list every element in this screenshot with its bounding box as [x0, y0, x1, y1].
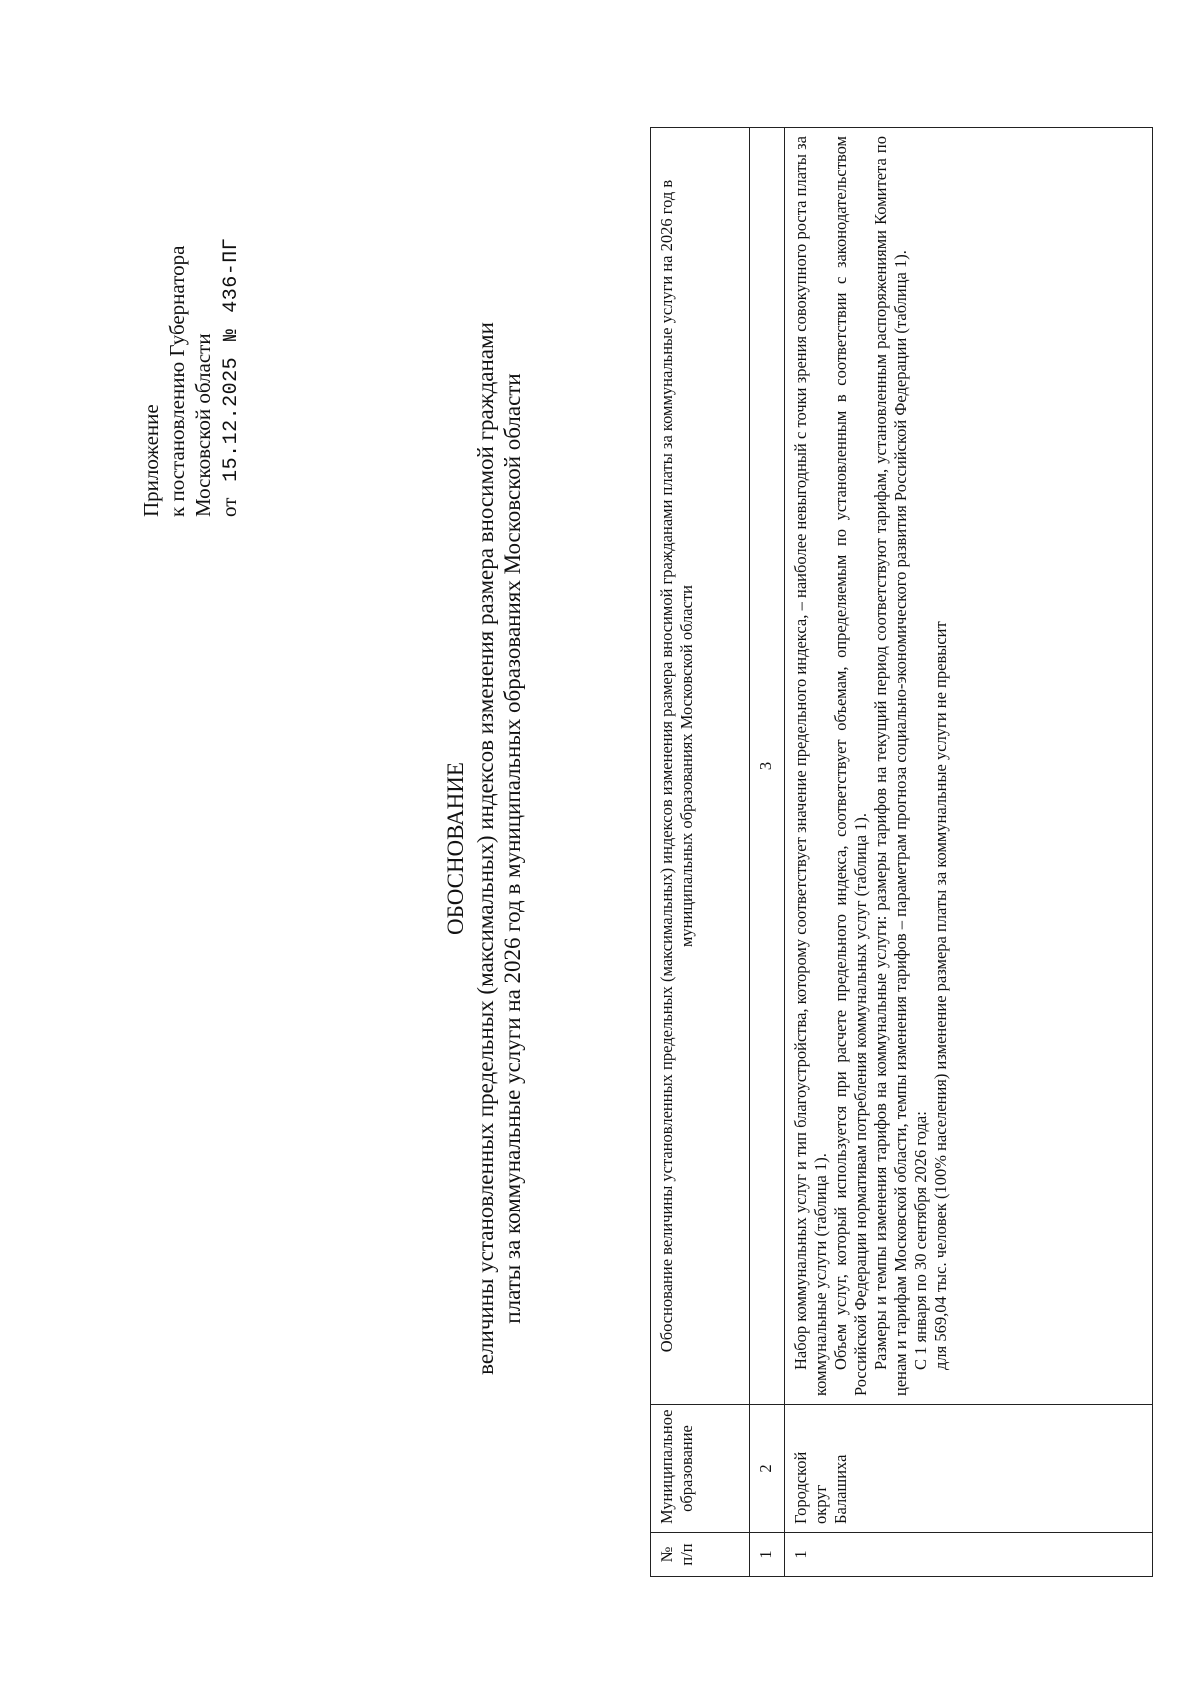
justification-table [650, 127, 1153, 1577]
appendix-date-line [216, 77, 245, 517]
justification-paragraph: Набор коммунальных услуг и тип благоустройства, которому соответствует значение предельного индекса, – наиболее невыгодный с точки зрения совокупного роста платы за коммунальные услуги (таблица 1). [791, 136, 830, 1396]
appendix-line: к постановлению Губернатора [165, 245, 189, 517]
table-header-row [651, 128, 750, 1577]
justification-text [785, 128, 1153, 1405]
decree-date: 15.12.2025 [220, 356, 243, 482]
table-row [785, 128, 1153, 1577]
document-title: ОБОСНОВАНИЕ [443, 762, 468, 935]
justification-paragraph: Объем услуг, который используется при расчете предельного индекса, соответствует объемам, определяемым по установленным в соответствии с законодательством Российской Федерации нормативам потребления коммунальных услуг (таблица 1). [831, 136, 870, 1396]
appendix-line: Приложение [139, 404, 163, 517]
appendix-block [138, 77, 245, 517]
column-number: 3 [750, 128, 785, 1405]
header-number: № п/п [651, 1533, 750, 1577]
municipality-name: Городской округ Балашиха [785, 1405, 1153, 1533]
subtitle-line: платы за коммунальные услуги на 2026 год в муниципальных образованиях Московской области [500, 373, 525, 1324]
document-subtitle [472, 0, 526, 1697]
row-number: 1 [785, 1533, 1153, 1577]
column-number: 1 [750, 1533, 785, 1577]
column-number-row [750, 128, 785, 1577]
decree-number: 436-ПГ [220, 237, 243, 313]
number-sign: № [220, 328, 243, 342]
subtitle-line: величины установленных предельных (максимальных) индексов изменения размера вносимой гражданами [473, 322, 498, 1375]
header-justification: Обоснование величины установленных предельных (максимальных) индексов изменения размера вносимой гражданами платы за коммунальные услуги на 2026 год в муниципальных образованиях Московской области [651, 128, 750, 1405]
column-number: 2 [750, 1405, 785, 1533]
justification-paragraph: Размеры и темпы изменения тарифов на коммунальные услуги: размеры тарифов на текущий период соответствуют тарифам, установленным распоряжениями Комитета по ценам и тарифам Московской области, темпы изменения тарифов – параметрам прогноза социально-экономического развития Российской Федерации (таблица 1). [871, 136, 910, 1396]
appendix-line: Московской области [191, 333, 215, 517]
justification-paragraph: С 1 января по 30 сентября 2026 года: [911, 1111, 930, 1370]
header-municipality: Муниципальное образование [651, 1405, 750, 1533]
justification-paragraph: для 569,04 тыс. человек (100% населения) изменение размера платы за коммунальные услуги не превысит [931, 621, 950, 1370]
date-prefix: от [217, 497, 241, 517]
